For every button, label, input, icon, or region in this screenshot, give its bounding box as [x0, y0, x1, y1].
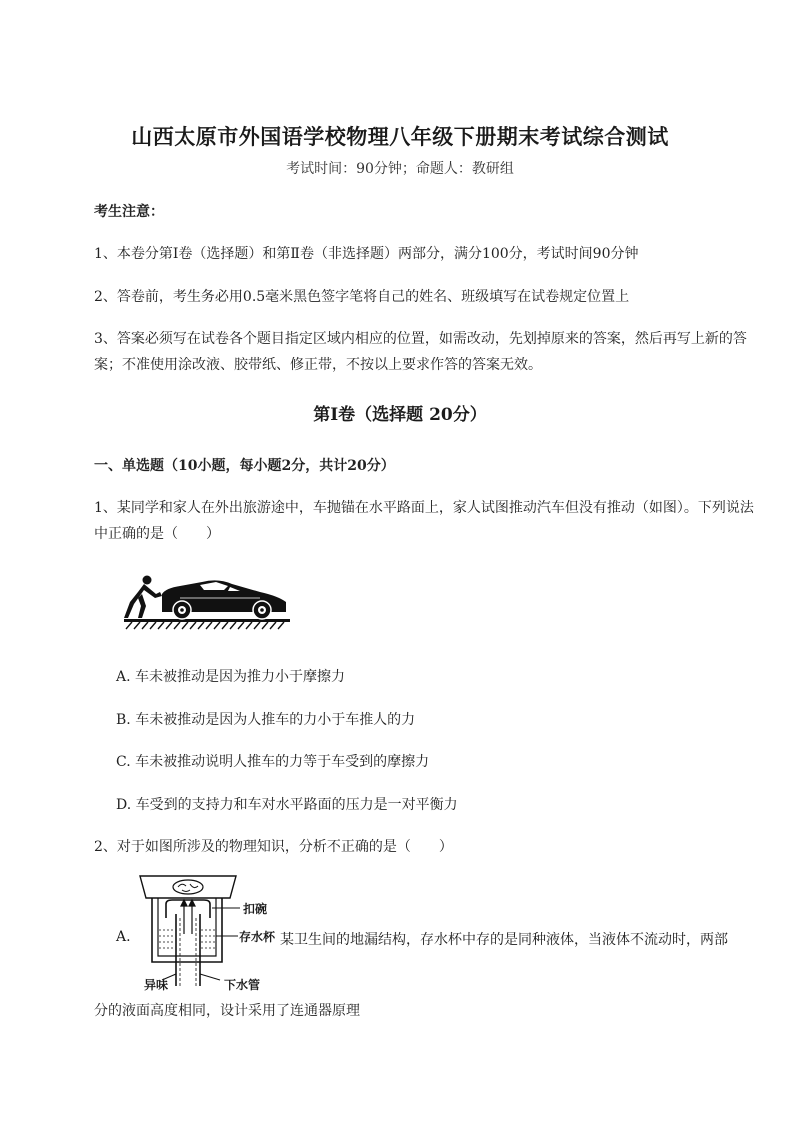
notice-item-3: 3、答案必须写在试卷各个题目指定区域内相应的位置，如需改动，先划掉原来的答案，然后再写上新的答案；不准使用涂改液、胶带纸、修正带，不按以上要求作答的答案无效。	[94, 331, 747, 373]
question-2-option-a-cont: 分的液面高度相同，设计采用了连通器原理	[94, 1003, 360, 1019]
question-1-option-d: D. 车受到的支持力和车对水平路面的压力是一对平衡力	[116, 797, 458, 813]
notice-heading: 考生注意：	[94, 204, 164, 220]
section-title: 第I卷（选择题 20分）	[313, 405, 487, 425]
part-heading: 一、单选题（10小题，每小题2分，共计20分）	[94, 458, 395, 474]
push-car-figure	[120, 572, 292, 632]
notice-item-1: 1、本卷分第I卷（选择题）和第Ⅱ卷（非选择题）两部分，满分100分，考试时间90分钟	[94, 246, 639, 262]
question-1-option-a: A. 车未被推动是因为推力小于摩擦力	[116, 669, 346, 685]
exam-info: 考试时间：90分钟；命题人：教研组	[286, 161, 514, 177]
label-smell: 异味	[144, 978, 169, 992]
question-2-option-a-text: 某卫生间的地漏结构，存水杯中存的是同种液体，当液体不流动时，两部	[280, 932, 728, 948]
question-2-stem: 2、对于如图所涉及的物理知识，分析不正确的是（ ）	[94, 839, 453, 855]
label-pipe: 下水管	[224, 978, 261, 992]
label-cup: 存水杯	[239, 930, 276, 944]
page-title: 山西太原市外国语学校物理八年级下册期末考试综合测试	[131, 124, 669, 149]
label-bowl: 扣碗	[243, 902, 268, 916]
notice-item-2: 2、答卷前，考生务必用0.5毫米黑色签字笔将自己的姓名、班级填写在试卷规定位置上	[94, 289, 630, 305]
question-1-option-c: C. 车未被推动说明人推车的力等于车受到的摩擦力	[116, 754, 430, 770]
question-1-option-b: B. 车未被推动是因为人推车的力小于车推人的力	[116, 712, 416, 728]
question-2-option-a-label: A.	[116, 929, 131, 945]
question-1-stem: 1、某同学和家人在外出旅游途中，车抛锚在水平路面上，家人试图推动汽车但没有推动（如图）。下列说法中正确的是（ ）	[94, 500, 754, 542]
